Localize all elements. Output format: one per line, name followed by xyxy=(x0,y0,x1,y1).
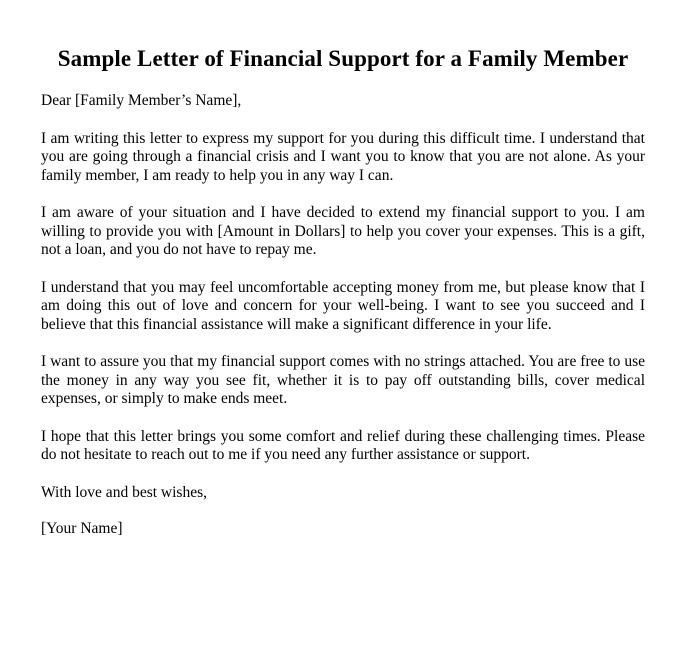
letter-paragraph-2: I am aware of your situation and I have decided to extend my financial support to you. I am willing to provide you with [Amount in Dollars] to help you cover your expenses. This is a gift, not a loan, and you do not have to repay me. xyxy=(41,204,645,258)
letter-salutation: Dear [Family Member’s Name], xyxy=(41,92,242,109)
letter-document xyxy=(41,44,645,539)
letter-signature: [Your Name] xyxy=(41,520,123,537)
letter-closing: With love and best wishes, xyxy=(41,483,207,501)
letter-paragraph-1: I am writing this letter to express my support for you during this difficult time. I understand that you are going through a financial crisis and I want you to know that you are not alone. As your family member, I am ready to help you in any way I can. xyxy=(41,129,645,184)
letter-paragraph-5: I hope that this letter brings you some comfort and relief during these challenging times. Please do not hesitate to reach out to me if you need any further assistance or support. xyxy=(41,427,645,463)
letter-paragraph-3: I understand that you may feel uncomfortable accepting money from me, but please know that I am doing this out of love and concern for your well-being. I want to see you succeed and I believe that this financial assistance will make a significant difference in your life. xyxy=(41,278,645,333)
letter-title: Sample Letter of Financial Support for a Family Member xyxy=(57,46,629,71)
letter-paragraph-4: I want to assure you that my financial support comes with no strings attached. You are free to use the money in any way you see fit, whether it is to pay off outstanding bills, cover medical expenses, or simply to make ends meet. xyxy=(41,353,645,407)
